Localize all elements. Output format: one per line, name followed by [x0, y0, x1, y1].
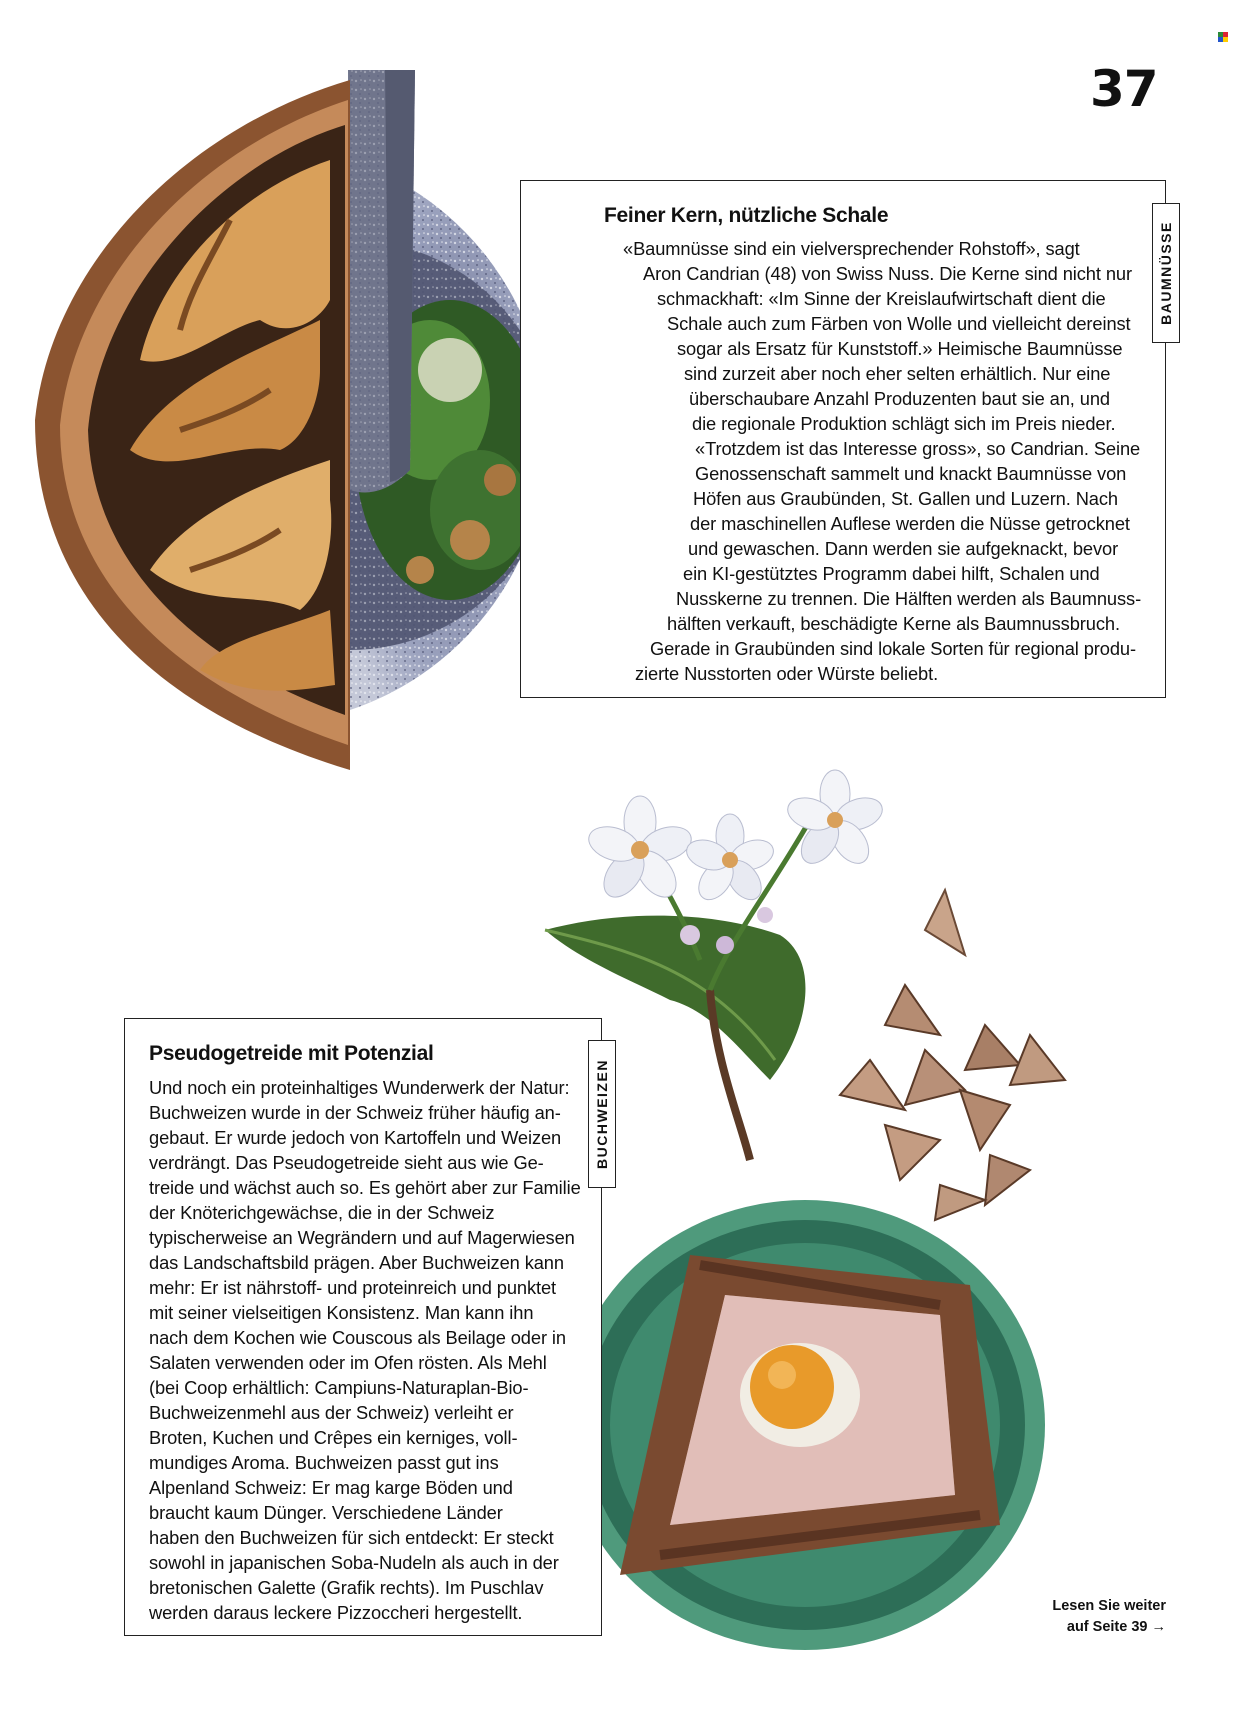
buckwheat-text-line: gebaut. Er wurde jedoch von Kartoffeln und Weizen	[149, 1127, 562, 1148]
buckwheat-text-line: braucht kaum Dünger. Verschiedene Länder	[149, 1502, 503, 1523]
color-registration-mark	[1218, 32, 1230, 42]
pestle	[348, 70, 415, 493]
walnut-section-tab	[1152, 203, 1180, 343]
buckwheat-text-line: typischerweise an Wegrändern und auf Magerwiesen	[149, 1227, 575, 1248]
buckwheat-text-line: bretonischen Galette (Grafik rechts). Im Puschlav	[149, 1577, 544, 1598]
walnut-text-line: zierte Nusstorten oder Würste beliebt.	[635, 663, 939, 684]
buckwheat-text-line: nach dem Kochen wie Couscous als Beilage oder in	[149, 1327, 566, 1348]
walnut-text-line: «Baumnüsse sind ein vielversprechender Rohstoff», sagt	[623, 238, 1080, 259]
buckwheat-seeds	[840, 890, 1065, 1220]
buckwheat-text-line: verdrängt. Das Pseudogetreide sieht aus wie Ge-	[149, 1152, 544, 1173]
walnut-text-line: ein KI-gestütztes Programm dabei hilft, Schalen und	[683, 563, 1100, 584]
buckwheat-text-line: (bei Coop erhältlich: Campiuns-Naturaplan-Bio-	[149, 1377, 529, 1398]
walnut-text-line: der maschinellen Auflese werden die Nüsse getrocknet	[690, 513, 1130, 534]
buckwheat-text-line: Salaten verwenden oder im Ofen rösten. Als Mehl	[149, 1352, 547, 1373]
buckwheat-section-tab	[588, 1040, 616, 1188]
buckwheat-plant-illustration	[540, 760, 1100, 1230]
walnut-text-line: überschaubare Anzahl Produzenten baut sie an, und	[689, 388, 1110, 409]
walnut-text-line: die regionale Produktion schlägt sich im Preis nieder.	[692, 413, 1116, 434]
walnut-half	[35, 80, 350, 770]
buckwheat-text-line: sowohl in japanischen Soba-Nudeln als auch in der	[149, 1552, 559, 1573]
buckwheat-text-line: der Knöterichgewächse, die in der Schweiz	[149, 1202, 495, 1223]
buckwheat-text-line: Buchweizen wurde in der Schweiz früher häufig an-	[149, 1102, 561, 1123]
walnut-section-tab-label: BAUMNÜSSE	[1158, 221, 1174, 325]
continue-reading-note	[1000, 1596, 1166, 1638]
buckwheat-text-line: werden daraus leckere Pizzoccheri hergestellt.	[149, 1602, 523, 1623]
walnut-text-line: Nusskerne zu trennen. Die Hälften werden als Baumnuss-	[676, 588, 1142, 609]
walnut-text-line: Schale auch zum Färben von Wolle und vielleicht dereinst	[667, 313, 1131, 334]
walnut-text-line: Höfen aus Graubünden, St. Gallen und Luzern. Nach	[693, 488, 1118, 509]
walnut-text-line: hälften verkauft, beschädigte Kerne als Baumnussbruch.	[667, 613, 1120, 634]
walnut-text-line: und gewaschen. Dann werden sie aufgeknackt, bevor	[688, 538, 1119, 559]
buckwheat-text-line: Broten, Kuchen und Crêpes ein kerniges, voll-	[149, 1427, 518, 1448]
buckwheat-text-line: Buchweizenmehl aus der Schweiz) verleiht er	[149, 1402, 514, 1423]
buckwheat-text-line: mit seiner vielseitigen Konsistenz. Man kann ihn	[149, 1302, 534, 1323]
buckwheat-text-line: haben den Buchweizen für sich entdeckt: Er steckt	[149, 1527, 554, 1548]
walnut-article-heading: Feiner Kern, nützliche Schale	[604, 204, 889, 227]
page-number: 37	[1090, 60, 1158, 118]
walnut-text-line: sind zurzeit aber noch eher selten erhältlich. Nur eine	[684, 363, 1111, 384]
buckwheat-text-line: Alpenland Schweiz: Er mag karge Böden und	[149, 1477, 513, 1498]
buckwheat-text-line: mundiges Aroma. Buchweizen passt gut ins	[149, 1452, 499, 1473]
buckwheat-text-line: Und noch ein proteinhaltiges Wunderwerk der Natur:	[149, 1077, 570, 1098]
walnut-text-line: sogar als Ersatz für Kunststoff.» Heimische Baumnüsse	[677, 338, 1123, 359]
walnut-text-line: Genossenschaft sammelt und knackt Baumnüsse von	[695, 463, 1127, 484]
walnut-text-line: Gerade in Graubünden sind lokale Sorten für regional produ-	[650, 638, 1136, 659]
buckwheat-text-line: das Landschaftsbild prägen. Aber Buchweizen kann	[149, 1252, 564, 1273]
buckwheat-text-line: mehr: Er ist nährstoff- und proteinreich und punktet	[149, 1277, 557, 1298]
buckwheat-text-line: treide und wächst auch so. Es gehört aber zur Familie	[149, 1177, 581, 1198]
walnut-text-line: Aron Candrian (48) von Swiss Nuss. Die Kerne sind nicht nur	[643, 263, 1132, 284]
buckwheat-section-tab-label: BUCHWEIZEN	[594, 1059, 610, 1169]
galette-plate-illustration	[560, 1195, 1050, 1655]
continue-line-1: Lesen Sie weiter	[1052, 1598, 1166, 1614]
buckwheat-article-heading: Pseudogetreide mit Potenzial	[149, 1042, 434, 1065]
continue-link[interactable]: auf Seite 39 →	[1066, 1619, 1166, 1635]
walnut-text-line: schmackhaft: «Im Sinne der Kreislaufwirtschaft dient die	[657, 288, 1106, 309]
walnut-text-line: «Trotzdem ist das Interesse gross», so Candrian. Seine	[695, 438, 1141, 459]
